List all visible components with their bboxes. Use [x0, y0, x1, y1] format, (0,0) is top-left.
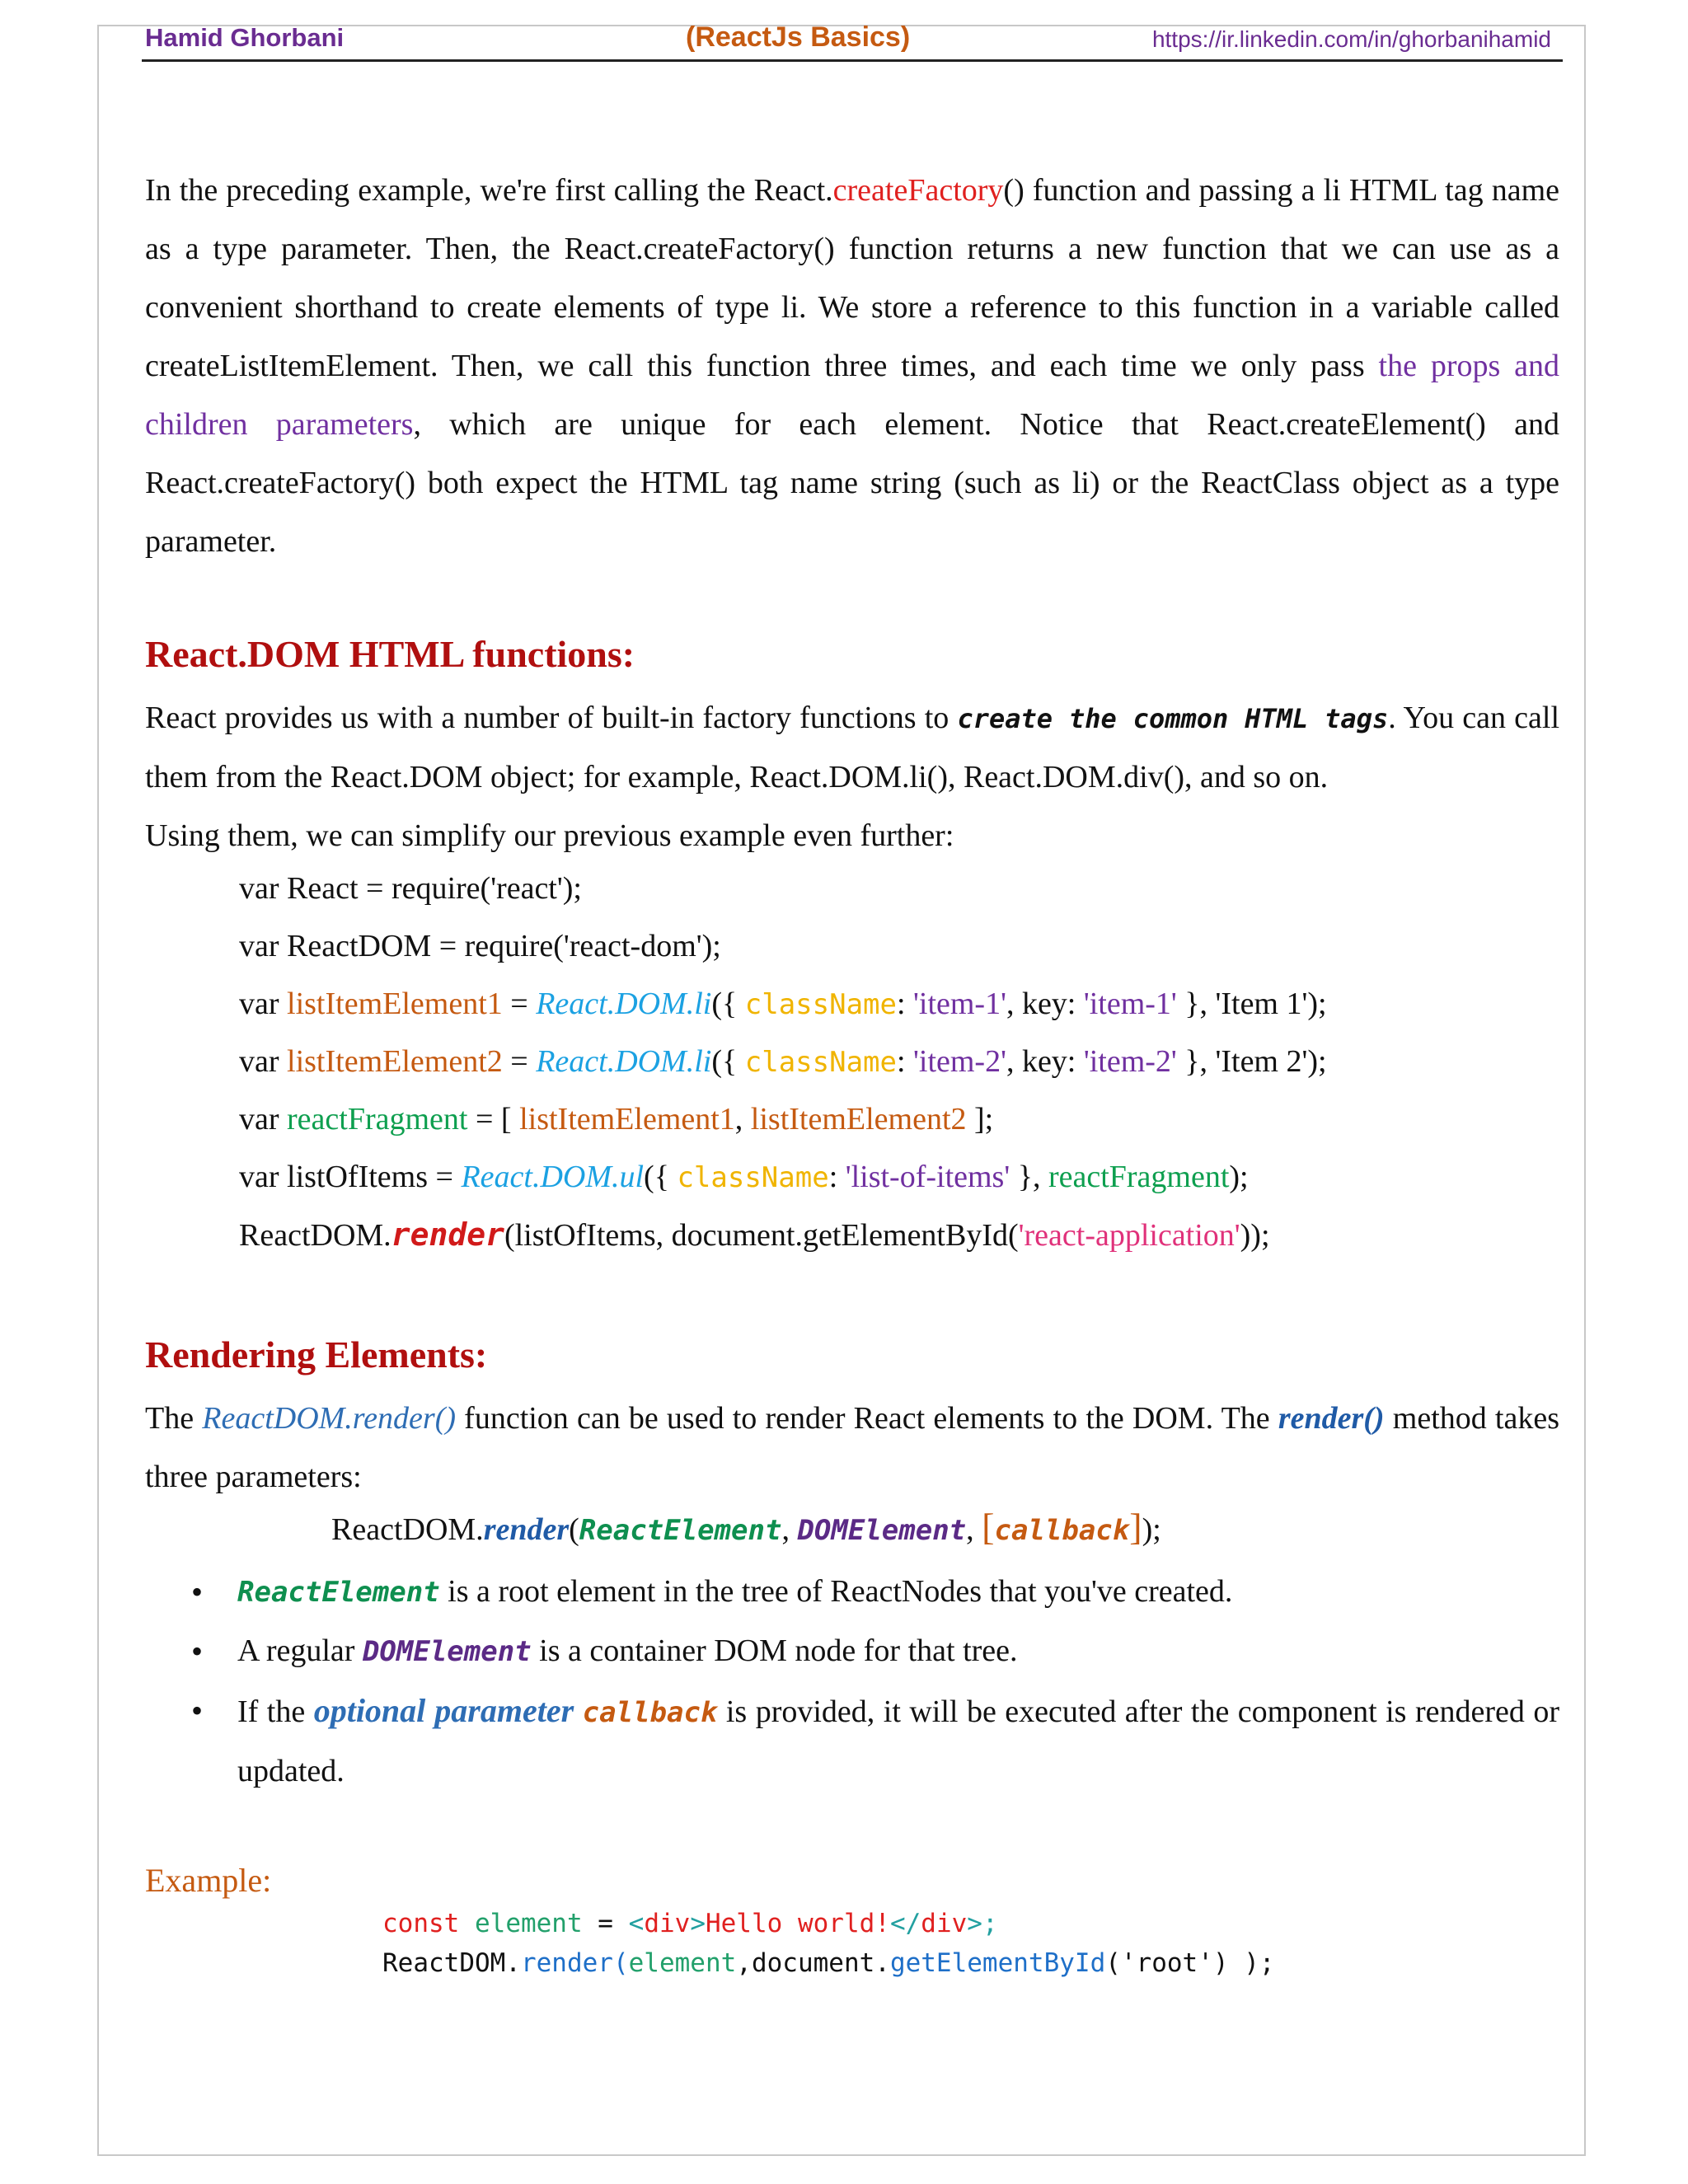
render-signature: ReactDOM.render(ReactElement, DOMElement, [callback]);: [331, 1506, 1161, 1548]
example-code-line-1: const element = <div>Hello world!</div>;: [382, 1909, 998, 1938]
section-rendering: [145, 1330, 1559, 1380]
render-method-highlight: render(): [1278, 1401, 1385, 1436]
code-line-4: var listItemElement2 = React.DOM.li({ className: 'item-2', key: 'item-2' }, 'Item 2');: [239, 1044, 1327, 1079]
code-line-1: var React = require('react');: [239, 871, 582, 906]
code-line-5: var reactFragment = [ listItemElement1, listItemElement2 ];: [239, 1102, 994, 1137]
parameter-list: [145, 1563, 1559, 1801]
list-item: • A regular DOMElement is a container DOM node for that tree.: [145, 1622, 1559, 1681]
props-children-highlight: the props and children parameters: [145, 349, 1560, 442]
document-title: (ReactJs Basics): [686, 21, 911, 53]
example-label: Example:: [145, 1862, 272, 1899]
author-name: Hamid Ghorbani: [145, 23, 345, 52]
section-heading-react-dom: React.DOM HTML functions:: [145, 633, 635, 675]
code-line-3: var listItemElement1 = React.DOM.li({ className: 'item-1', key: 'item-1' }, 'Item 1');: [239, 987, 1327, 1021]
list-item: • If the optional parameter callback is provided, it will be executed after the component is rendered or updated.: [145, 1681, 1559, 1801]
intro-paragraph: In the preceding example, we're first calling the React.createFactory() function and passing a li HTML tag name as a type parameter. Then, the React.createFactory() function returns a new function that we can use as a convenient shorthand to create elements of type li. We store a reference to this function in a variable called createListItemElement. Then, we call this function three times, and each time we only pass the props and children parameters, which are unique for each element. Notice that React.createElement() and React.createFactory() both expect the HTML tag name string (such as li) or the ReactClass object as a type parameter.: [145, 173, 1560, 559]
example-code-line-2: ReactDOM.render(element,document.getElementById('root') );: [382, 1948, 1275, 1978]
create-factory-highlight: createFactory: [832, 173, 1004, 208]
section1-lead-in: Using them, we can simplify our previous example even further:: [145, 818, 954, 853]
section1-paragraph: React provides us with a number of built-in factory functions to create the common HTML tags. You can call them from the React.DOM object; for example, React.DOM.li(), React.DOM.div(), and so on. Using them, we can simplify our previous example even further:: [145, 689, 1559, 865]
code-line-2: var ReactDOM = require('react-dom');: [239, 929, 721, 963]
section2-paragraph: The ReactDOM.render() function can be used to render React elements to the DOM. The render() method takes three parameters:: [145, 1401, 1559, 1494]
section-heading-rendering: Rendering Elements:: [145, 1333, 488, 1376]
section-react-dom: [145, 630, 1559, 679]
code-line-6: var listOfItems = React.DOM.ul({ className: 'list-of-items' }, reactFragment);: [239, 1160, 1249, 1194]
page-header: [142, 21, 1563, 62]
code-line-7: ReactDOM.render(listOfItems, document.getElementById('react-application'));: [239, 1216, 1270, 1253]
list-item: • ReactElement is a root element in the tree of ReactNodes that you've created.: [145, 1563, 1559, 1622]
common-html-tags-highlight: create the common HTML tags: [957, 703, 1389, 734]
reactdom-render-link: ReactDOM.render(): [202, 1401, 456, 1436]
linkedin-link[interactable]: https://ir.linkedin.com/in/ghorbanihamid: [1151, 26, 1551, 52]
